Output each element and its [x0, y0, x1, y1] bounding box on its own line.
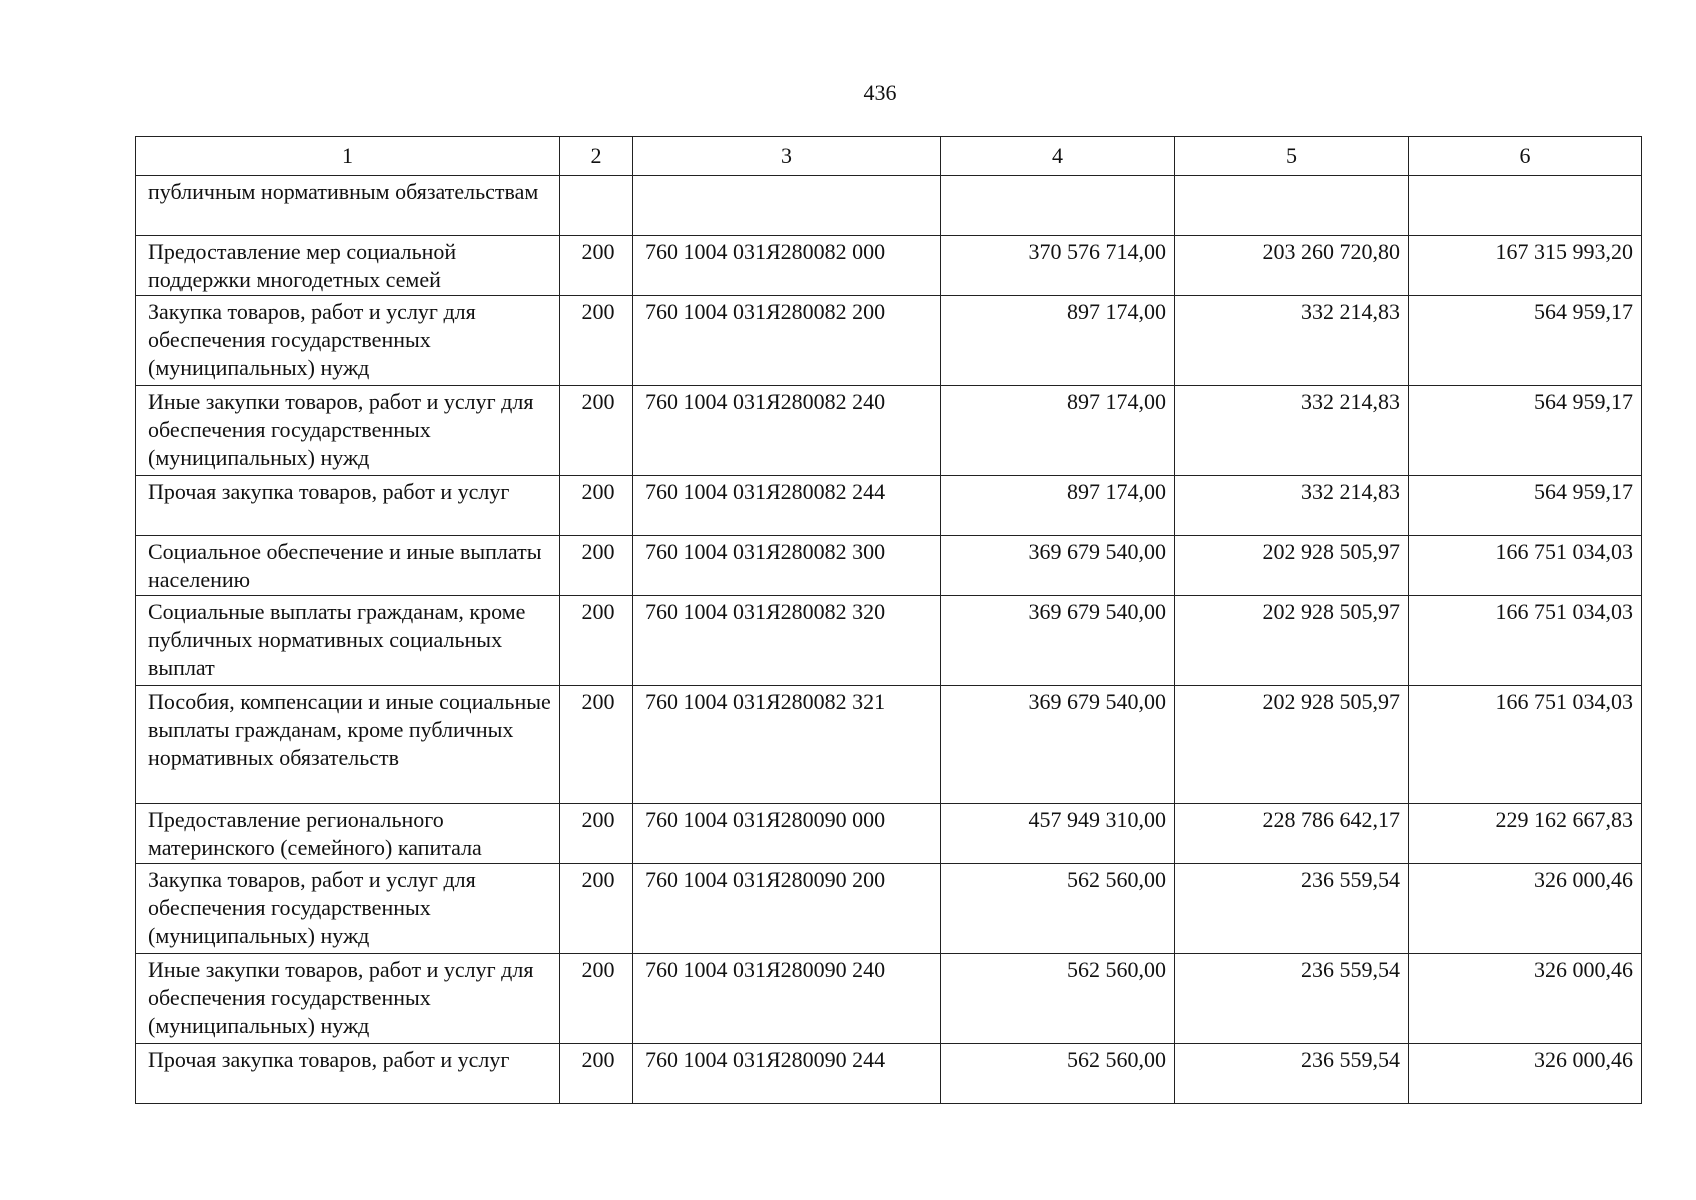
row-amount-6: 564 959,17 — [1409, 296, 1642, 386]
column-header-3: 3 — [633, 137, 941, 176]
row-amount-4: 369 679 540,00 — [941, 536, 1175, 596]
row-amount-5: 236 559,54 — [1175, 954, 1409, 1044]
column-header-5: 5 — [1175, 137, 1409, 176]
row-amount-5: 202 928 505,97 — [1175, 536, 1409, 596]
row-code: 200 — [560, 386, 633, 476]
row-amount-4: 369 679 540,00 — [941, 596, 1175, 686]
row-amount-6: 229 162 667,83 — [1409, 804, 1642, 864]
row-name: Иные закупки товаров, работ и услуг для обеспечения государственных (муниципальных) нужд — [136, 386, 560, 476]
column-header-1: 1 — [136, 137, 560, 176]
row-amount-5: 228 786 642,17 — [1175, 804, 1409, 864]
row-code: 200 — [560, 804, 633, 864]
row-name: Закупка товаров, работ и услуг для обеспечения государственных (муниципальных) нужд — [136, 864, 560, 954]
row-classification: 760 1004 031Я280082 000 — [633, 236, 941, 296]
row-classification: 760 1004 031Я280082 321 — [633, 686, 941, 804]
row-name: Иные закупки товаров, работ и услуг для обеспечения государственных (муниципальных) нужд — [136, 954, 560, 1044]
table-row — [136, 686, 1642, 804]
row-amount-5: 332 214,83 — [1175, 296, 1409, 386]
header-row — [136, 137, 1642, 176]
row-classification — [633, 176, 941, 236]
row-name: Прочая закупка товаров, работ и услуг — [136, 1044, 560, 1104]
row-amount-5: 236 559,54 — [1175, 864, 1409, 954]
table-row — [136, 386, 1642, 476]
row-amount-5: 202 928 505,97 — [1175, 596, 1409, 686]
table-row — [136, 176, 1642, 236]
column-header-4: 4 — [941, 137, 1175, 176]
row-amount-5: 202 928 505,97 — [1175, 686, 1409, 804]
row-code: 200 — [560, 236, 633, 296]
row-classification: 760 1004 031Я280090 000 — [633, 804, 941, 864]
row-amount-4: 897 174,00 — [941, 386, 1175, 476]
row-classification: 760 1004 031Я280090 200 — [633, 864, 941, 954]
row-name: Предоставление регионального материнского (семейного) капитала — [136, 804, 560, 864]
row-name: Прочая закупка товаров, работ и услуг — [136, 476, 560, 536]
row-code: 200 — [560, 536, 633, 596]
row-classification: 760 1004 031Я280082 300 — [633, 536, 941, 596]
row-code: 200 — [560, 476, 633, 536]
row-amount-5: 236 559,54 — [1175, 1044, 1409, 1104]
row-amount-6: 166 751 034,03 — [1409, 536, 1642, 596]
row-amount-6: 326 000,46 — [1409, 1044, 1642, 1104]
table-row — [136, 804, 1642, 864]
row-classification: 760 1004 031Я280090 240 — [633, 954, 941, 1044]
row-amount-4: 562 560,00 — [941, 864, 1175, 954]
row-amount-4: 370 576 714,00 — [941, 236, 1175, 296]
row-amount-5: 203 260 720,80 — [1175, 236, 1409, 296]
column-header-2: 2 — [560, 137, 633, 176]
row-amount-4: 369 679 540,00 — [941, 686, 1175, 804]
row-amount-6: 326 000,46 — [1409, 954, 1642, 1044]
table-row — [136, 596, 1642, 686]
row-amount-6: 564 959,17 — [1409, 476, 1642, 536]
row-name: Социальное обеспечение и иные выплаты населению — [136, 536, 560, 596]
row-code: 200 — [560, 596, 633, 686]
row-amount-6: 166 751 034,03 — [1409, 686, 1642, 804]
row-code: 200 — [560, 954, 633, 1044]
row-classification: 760 1004 031Я280082 244 — [633, 476, 941, 536]
row-amount-6: 166 751 034,03 — [1409, 596, 1642, 686]
row-code: 200 — [560, 686, 633, 804]
row-name: публичным нормативным обязательствам — [136, 176, 560, 236]
table-row — [136, 536, 1642, 596]
row-code: 200 — [560, 296, 633, 386]
page-number: 436 — [863, 80, 897, 105]
row-classification: 760 1004 031Я280082 240 — [633, 386, 941, 476]
row-amount-4: 562 560,00 — [941, 1044, 1175, 1104]
row-amount-6 — [1409, 176, 1642, 236]
row-amount-4: 897 174,00 — [941, 476, 1175, 536]
row-amount-6: 564 959,17 — [1409, 386, 1642, 476]
row-amount-6: 326 000,46 — [1409, 864, 1642, 954]
table-row — [136, 864, 1642, 954]
row-amount-5 — [1175, 176, 1409, 236]
row-amount-4: 457 949 310,00 — [941, 804, 1175, 864]
row-classification: 760 1004 031Я280082 320 — [633, 596, 941, 686]
row-name: Закупка товаров, работ и услуг для обеспечения государственных (муниципальных) нужд — [136, 296, 560, 386]
row-amount-4: 562 560,00 — [941, 954, 1175, 1044]
row-name: Пособия, компенсации и иные социальные выплаты гражданам, кроме публичных нормативных обязательств — [136, 686, 560, 804]
row-amount-4 — [941, 176, 1175, 236]
table-row — [136, 1044, 1642, 1104]
row-amount-5: 332 214,83 — [1175, 476, 1409, 536]
row-code — [560, 176, 633, 236]
table-row — [136, 476, 1642, 536]
row-amount-6: 167 315 993,20 — [1409, 236, 1642, 296]
column-header-6: 6 — [1409, 137, 1642, 176]
table-row — [136, 296, 1642, 386]
row-classification: 760 1004 031Я280082 200 — [633, 296, 941, 386]
table-row — [136, 954, 1642, 1044]
row-code: 200 — [560, 1044, 633, 1104]
row-amount-5: 332 214,83 — [1175, 386, 1409, 476]
table-row — [136, 236, 1642, 296]
row-code: 200 — [560, 864, 633, 954]
row-classification: 760 1004 031Я280090 244 — [633, 1044, 941, 1104]
row-name: Предоставление мер социальной поддержки многодетных семей — [136, 236, 560, 296]
budget-table — [135, 136, 1642, 1104]
row-name: Социальные выплаты гражданам, кроме публичных нормативных социальных выплат — [136, 596, 560, 686]
row-amount-4: 897 174,00 — [941, 296, 1175, 386]
